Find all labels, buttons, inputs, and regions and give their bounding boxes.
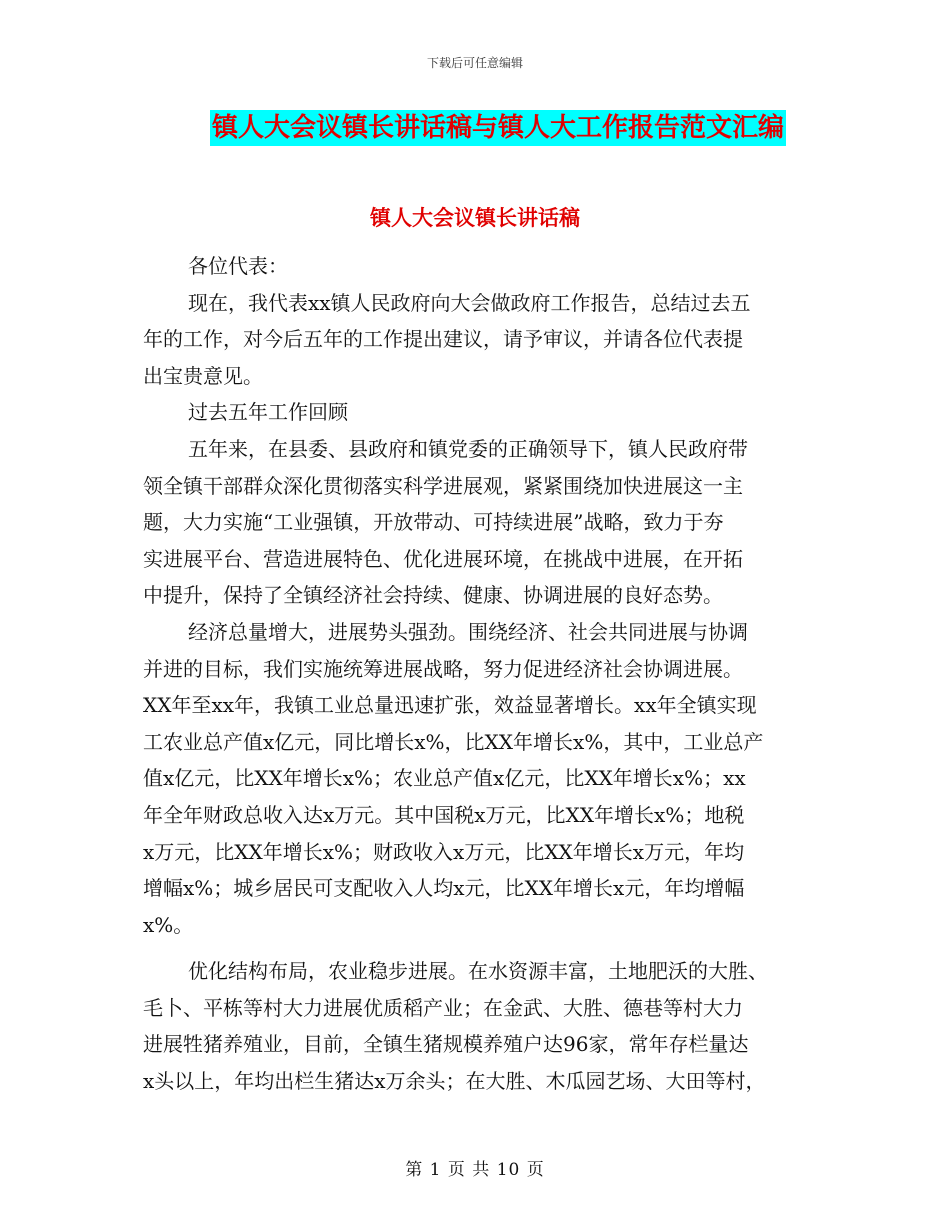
- paragraph-heading-review: [143, 394, 808, 431]
- document-body: [143, 248, 808, 1100]
- text-line: 现在，我代表xx镇人民政府向大会做政府工作报告，总结过去五: [188, 290, 751, 315]
- text-line: 中提升，保持了全镇经济社会持续、健康、协调进展的良好态势。: [143, 583, 723, 608]
- text-line: 经济总量增大，进展势头强劲。围绕经济、社会共同进展与协调: [188, 619, 748, 644]
- paragraph-five-years: [143, 431, 808, 614]
- text-line: 过去五年工作回顾: [188, 400, 348, 425]
- header-note: 下载后可任意编辑: [426, 56, 523, 70]
- text-line: x万元，比XX年增长x%；财政收入x万元，比XX年增长x万元，年均: [143, 839, 745, 864]
- text-line: XX年至xx年，我镇工业总量迅速扩张，效益显著增长。xx年全镇实现: [143, 693, 757, 718]
- text-line: 领全镇干部群众深化贯彻落实科学进展观，紧紧围绕加快进展这一主: [143, 473, 743, 498]
- footer-total-suffix: 页: [526, 1160, 545, 1180]
- text-line: 增幅x%；城乡居民可支配收入人均x元，比XX年增长x元，年均增幅: [143, 876, 745, 901]
- text-line: 优化结构布局，农业稳步进展。在水资源丰富，土地肥沃的大胜、: [188, 959, 768, 984]
- document-title: 镇人大会议镇长讲话稿与镇人大工作报告范文汇编: [210, 110, 786, 146]
- text-line: 实进展平台、营造进展特色、优化进展环境，在挑战中进展，在开拓: [143, 546, 743, 571]
- footer-page-prefix: 第: [405, 1160, 424, 1180]
- text-line: 题，大力实施“工业强镇，开放带动、可持续进展”战略，致力于夯: [143, 510, 724, 535]
- text-line: 毛卜、平栋等村大力进展优质稻产业；在金武、大胜、德巷等村大力: [143, 995, 743, 1020]
- text-line: 五年来，在县委、县政府和镇党委的正确领导下，镇人民政府带: [188, 436, 748, 461]
- main-title-wrap: [0, 110, 950, 146]
- paragraph-economy: [143, 614, 808, 943]
- text-line: 进展牲猪养殖业，目前，全镇生猪规模养殖户达96家，常年存栏量达: [143, 1032, 749, 1057]
- text-line: x%。: [143, 912, 194, 937]
- page-footer: [0, 1155, 950, 1180]
- text-line: 各位代表：: [188, 254, 288, 278]
- text-line: 并进的目标，我们实施统筹进展战略，努力促进经济社会协调进展。: [143, 656, 743, 681]
- footer-total-prefix: 共: [472, 1160, 491, 1180]
- text-line: 年全年财政总收入达x万元。其中国税x万元，比XX年增长x%；地税: [143, 802, 745, 827]
- footer-page-number: 1: [429, 1160, 442, 1180]
- text-line: 值x亿元，比XX年增长x%；农业总产值x亿元，比XX年增长x%；xx: [143, 766, 746, 791]
- text-line: 出宝贵意见。: [143, 363, 263, 388]
- paragraph-agriculture: [143, 953, 808, 1099]
- text-line: x头以上，年均出栏生猪达x万余头；在大胜、木瓜园艺场、大田等村，: [143, 1069, 766, 1094]
- text-line: 年的工作，对今后五年的工作提出建议，请予审议，并请各位代表提: [143, 327, 743, 352]
- paragraph-salutation: [143, 248, 808, 285]
- paragraph-intro: [143, 285, 808, 395]
- footer-page-mid: 页: [447, 1160, 466, 1180]
- footer-total-pages: 10: [496, 1160, 521, 1180]
- text-line: 工农业总产值x亿元，同比增长x%，比XX年增长x%，其中，工业总产: [143, 729, 764, 754]
- section-title: 镇人大会议镇长讲话稿: [370, 206, 580, 230]
